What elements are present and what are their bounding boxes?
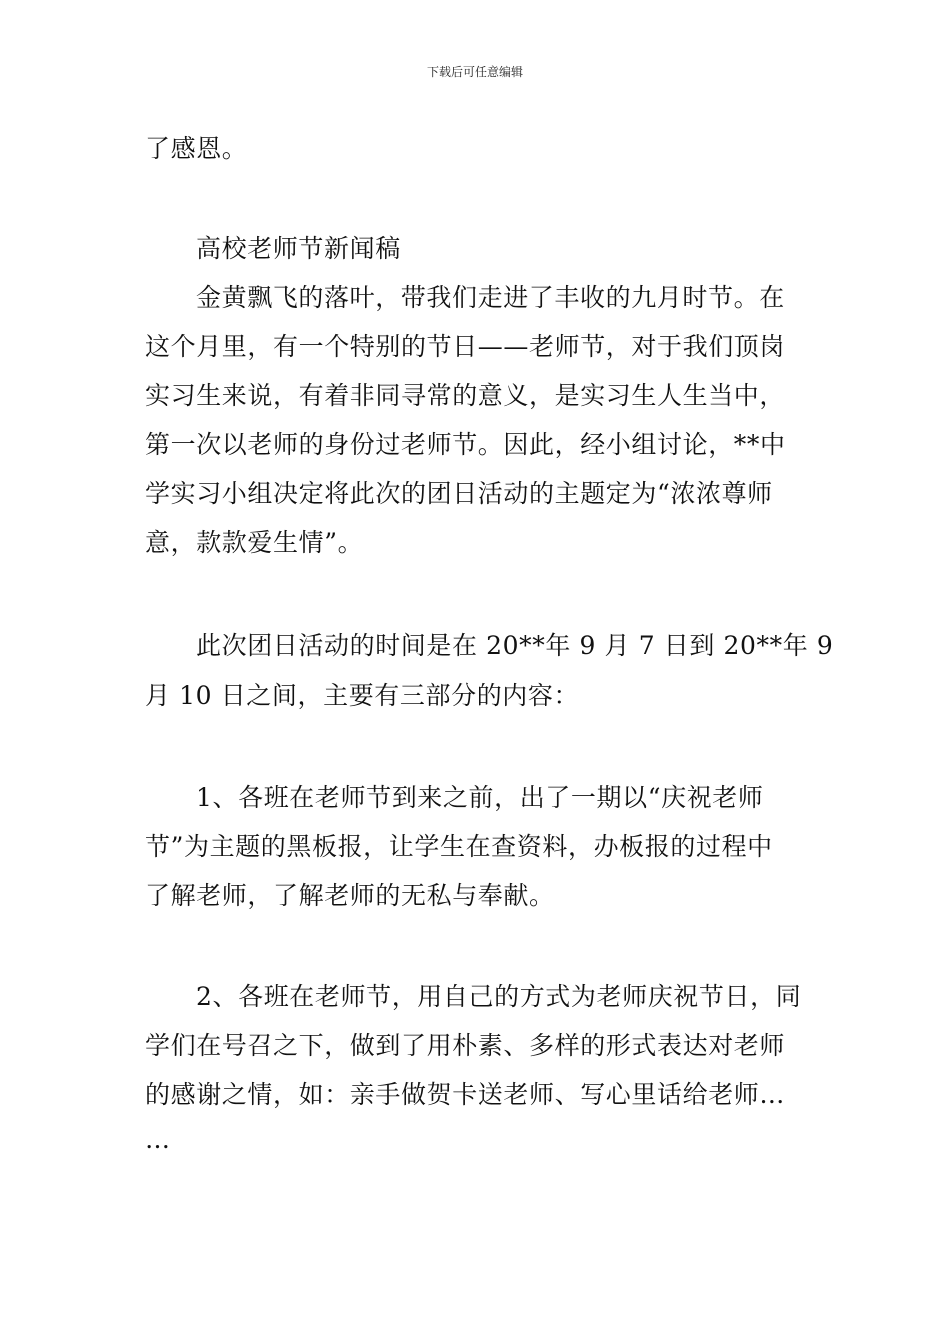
paragraph-line: 实习生来说，有着非同寻常的意义，是实习生人生当中， bbox=[145, 381, 786, 410]
page-header: 下载后可任意编辑 bbox=[426, 65, 523, 79]
list-item-line: 节”为主题的黑板报，让学生在查资料，办板报的过程中 bbox=[145, 832, 773, 861]
paragraph-line: 了感恩。 bbox=[145, 134, 248, 163]
paragraph-line: 第一次以老师的身份过老师节。因此，经小组讨论，**中 bbox=[145, 430, 786, 459]
list-item-line: 2、各班在老师节，用自己的方式为老师庆祝节日，同 bbox=[196, 982, 802, 1011]
paragraph-line: 金黄飘飞的落叶，带我们走进了丰收的九月时节。在 bbox=[196, 283, 785, 312]
paragraph-line: 这个月里，有一个特别的节日——老师节，对于我们顶岗 bbox=[145, 332, 786, 361]
list-item-line: 学们在号召之下，做到了用朴素、多样的形式表达对老师 bbox=[145, 1031, 786, 1060]
list-item-line: … bbox=[145, 1125, 171, 1154]
list-item-line: 1、各班在老师节到来之前，出了一期以“庆祝老师 bbox=[196, 783, 764, 812]
paragraph-line: 学实习小组决定将此次的团日活动的主题定为“浓浓尊师 bbox=[145, 479, 773, 508]
article-title: 高校老师节新闻稿 bbox=[196, 234, 401, 263]
paragraph-line: 意，款款爱生情”。 bbox=[145, 528, 364, 557]
list-item-line: 了解老师，了解老师的无私与奉献。 bbox=[145, 881, 555, 910]
paragraph-line: 此次团日活动的时间是在 20**年 9 月 7 日到 20**年 9 bbox=[196, 631, 834, 660]
list-item-line: 的感谢之情，如：亲手做贺卡送老师、写心里话给老师… bbox=[145, 1080, 786, 1109]
paragraph-line: 月 10 日之间，主要有三部分的内容： bbox=[145, 681, 580, 710]
